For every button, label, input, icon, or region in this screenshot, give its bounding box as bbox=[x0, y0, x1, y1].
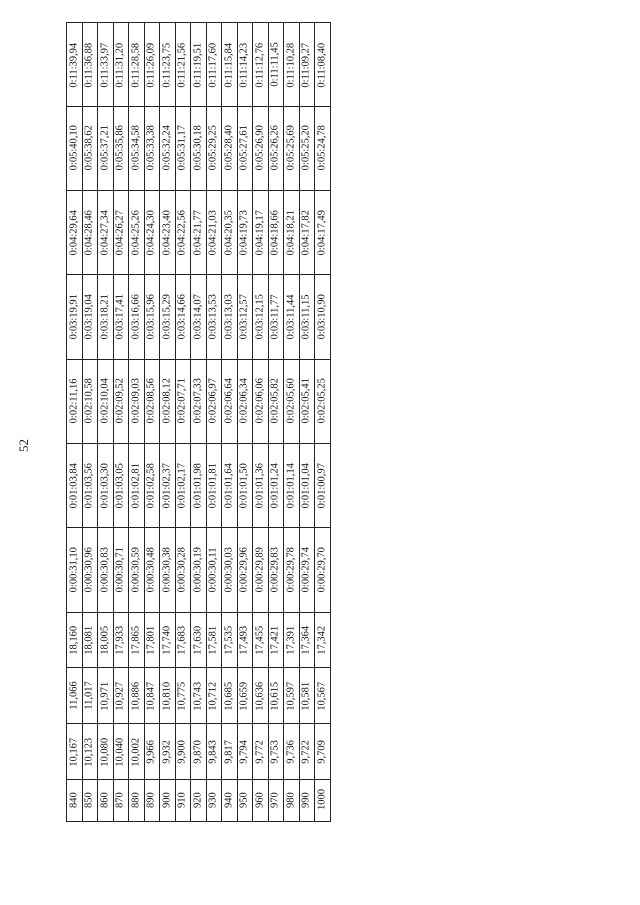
table-cell: 0:02:10,58 bbox=[82, 359, 98, 443]
table-cell: 9,753 bbox=[268, 724, 284, 780]
table-cell: 0:04:28,46 bbox=[82, 191, 98, 275]
table-cell: 0:03:14,66 bbox=[175, 275, 191, 359]
table-cell: 940 bbox=[222, 779, 238, 821]
table-cell: 18,081 bbox=[82, 612, 98, 668]
table-cell: 10,080 bbox=[98, 724, 114, 780]
table-cell: 0:03:11,77 bbox=[268, 275, 284, 359]
table-cell: 0:03:10,90 bbox=[315, 275, 331, 359]
table-cell: 0:00:30,83 bbox=[98, 528, 114, 612]
table-cell: 890 bbox=[144, 779, 160, 821]
table-cell: 0:02:06,97 bbox=[206, 359, 222, 443]
table-cell: 0:00:30,03 bbox=[222, 528, 238, 612]
table-cell: 0:03:18,21 bbox=[98, 275, 114, 359]
table-cell: 0:03:13,53 bbox=[206, 275, 222, 359]
table-cell: 17,581 bbox=[206, 612, 222, 668]
table-cell: 0:02:07,71 bbox=[175, 359, 191, 443]
table-cell: 0:11:21,56 bbox=[175, 23, 191, 107]
table-cell: 0:04:18,66 bbox=[268, 191, 284, 275]
table-cell: 0:02:05,60 bbox=[284, 359, 300, 443]
table-row bbox=[67, 444, 331, 528]
table-cell: 0:00:30,28 bbox=[175, 528, 191, 612]
table-cell: 10,712 bbox=[206, 668, 222, 724]
table-row bbox=[67, 668, 331, 724]
table-cell: 0:11:12,76 bbox=[253, 23, 269, 107]
table-cell: 0:02:09,52 bbox=[113, 359, 129, 443]
table-cell: 0:02:07,33 bbox=[191, 359, 207, 443]
table-cell: 0:11:33,97 bbox=[98, 23, 114, 107]
table-cell: 0:01:03,84 bbox=[67, 444, 83, 528]
table-cell: 0:01:00,97 bbox=[315, 444, 331, 528]
table-cell: 0:00:30,19 bbox=[191, 528, 207, 612]
table-cell: 10,743 bbox=[191, 668, 207, 724]
table-cell: 970 bbox=[268, 779, 284, 821]
table-cell: 0:05:25,20 bbox=[299, 106, 315, 190]
table-cell: 920 bbox=[191, 779, 207, 821]
table-cell: 9,794 bbox=[237, 724, 253, 780]
table-cell: 10,002 bbox=[129, 724, 145, 780]
table-cell: 9,870 bbox=[191, 724, 207, 780]
table-cell: 0:01:01,24 bbox=[268, 444, 284, 528]
table-cell: 18,005 bbox=[98, 612, 114, 668]
table-cell: 0:02:06,06 bbox=[253, 359, 269, 443]
page-number: 52 bbox=[16, 439, 31, 452]
table-cell: 10,123 bbox=[82, 724, 98, 780]
table-cell: 0:00:30,96 bbox=[82, 528, 98, 612]
table-cell: 0:11:28,58 bbox=[129, 23, 145, 107]
table-cell: 0:00:30,59 bbox=[129, 528, 145, 612]
table-cell: 0:01:01,50 bbox=[237, 444, 253, 528]
table-cell: 910 bbox=[175, 779, 191, 821]
table-cell: 9,772 bbox=[253, 724, 269, 780]
table-cell: 0:05:26,26 bbox=[268, 106, 284, 190]
table-cell: 0:03:14,07 bbox=[191, 275, 207, 359]
table-cell: 17,391 bbox=[284, 612, 300, 668]
table-cell: 0:00:30,38 bbox=[160, 528, 176, 612]
table-cell: 0:05:37,21 bbox=[98, 106, 114, 190]
table-cell: 0:01:02,37 bbox=[160, 444, 176, 528]
table-cell: 860 bbox=[98, 779, 114, 821]
table-cell: 0:01:01,64 bbox=[222, 444, 238, 528]
table-row bbox=[67, 359, 331, 443]
table-cell: 0:05:33,38 bbox=[144, 106, 160, 190]
table-row bbox=[67, 275, 331, 359]
table-cell: 0:04:23,40 bbox=[160, 191, 176, 275]
table-cell: 0:11:17,60 bbox=[206, 23, 222, 107]
table-cell: 0:04:17,49 bbox=[315, 191, 331, 275]
table-cell: 0:11:23,75 bbox=[160, 23, 176, 107]
table-row bbox=[67, 779, 331, 821]
table-cell: 0:04:29,64 bbox=[67, 191, 83, 275]
table-cell: 0:04:19,73 bbox=[237, 191, 253, 275]
table-cell: 0:00:29,96 bbox=[237, 528, 253, 612]
table-cell: 17,535 bbox=[222, 612, 238, 668]
table-cell: 11,017 bbox=[82, 668, 98, 724]
table-cell: 0:00:29,78 bbox=[284, 528, 300, 612]
table-cell: 870 bbox=[113, 779, 129, 821]
table-cell: 10,685 bbox=[222, 668, 238, 724]
table-cell: 980 bbox=[284, 779, 300, 821]
table-cell: 0:01:03,56 bbox=[82, 444, 98, 528]
table-cell: 0:05:26,90 bbox=[253, 106, 269, 190]
table-cell: 17,342 bbox=[315, 612, 331, 668]
table-cell: 0:04:24,30 bbox=[144, 191, 160, 275]
table-cell: 9,709 bbox=[315, 724, 331, 780]
table-cell: 0:02:05,41 bbox=[299, 359, 315, 443]
table-cell: 0:04:25,26 bbox=[129, 191, 145, 275]
table-cell: 0:11:15,84 bbox=[222, 23, 238, 107]
table-cell: 930 bbox=[206, 779, 222, 821]
table-cell: 0:05:30,18 bbox=[191, 106, 207, 190]
table-cell: 9,900 bbox=[175, 724, 191, 780]
table-cell: 0:11:11,45 bbox=[268, 23, 284, 107]
table-cell: 0:02:08,12 bbox=[160, 359, 176, 443]
table-cell: 0:01:01,81 bbox=[206, 444, 222, 528]
table-cell: 9,817 bbox=[222, 724, 238, 780]
table-cell: 0:05:31,17 bbox=[175, 106, 191, 190]
table-cell: 0:00:29,70 bbox=[315, 528, 331, 612]
table-cell: 0:01:01,36 bbox=[253, 444, 269, 528]
table-cell: 0:03:12,57 bbox=[237, 275, 253, 359]
table-cell: 9,722 bbox=[299, 724, 315, 780]
table-cell: 0:05:35,86 bbox=[113, 106, 129, 190]
table-cell: 17,801 bbox=[144, 612, 160, 668]
table-cell: 10,615 bbox=[268, 668, 284, 724]
table-row bbox=[67, 106, 331, 190]
table-cell: 0:00:29,89 bbox=[253, 528, 269, 612]
table-cell: 0:03:13,03 bbox=[222, 275, 238, 359]
table-cell: 0:02:05,82 bbox=[268, 359, 284, 443]
table-cell: 0:00:30,71 bbox=[113, 528, 129, 612]
table-cell: 0:01:02,58 bbox=[144, 444, 160, 528]
table-cell: 10,167 bbox=[67, 724, 83, 780]
table-cell: 0:02:08,56 bbox=[144, 359, 160, 443]
table-cell: 850 bbox=[82, 779, 98, 821]
table-cell: 0:04:26,27 bbox=[113, 191, 129, 275]
table-cell: 880 bbox=[129, 779, 145, 821]
table-cell: 0:01:01,98 bbox=[191, 444, 207, 528]
table-cell: 9,932 bbox=[160, 724, 176, 780]
table-cell: 10,659 bbox=[237, 668, 253, 724]
table-cell: 11,066 bbox=[67, 668, 83, 724]
table-cell: 0:04:19,17 bbox=[253, 191, 269, 275]
table-cell: 0:03:12,15 bbox=[253, 275, 269, 359]
table-cell: 0:03:17,41 bbox=[113, 275, 129, 359]
table-cell: 0:04:27,34 bbox=[98, 191, 114, 275]
table-cell: 0:04:22,56 bbox=[175, 191, 191, 275]
table-cell: 10,567 bbox=[315, 668, 331, 724]
table-cell: 10,971 bbox=[98, 668, 114, 724]
table-cell: 0:03:19,04 bbox=[82, 275, 98, 359]
table-cell: 0:01:02,17 bbox=[175, 444, 191, 528]
table-cell: 0:00:30,11 bbox=[206, 528, 222, 612]
table-cell: 0:05:40,10 bbox=[67, 106, 83, 190]
table-cell: 0:11:31,20 bbox=[113, 23, 129, 107]
table-cell: 0:05:38,62 bbox=[82, 106, 98, 190]
table-cell: 0:02:10,04 bbox=[98, 359, 114, 443]
table-cell: 0:05:29,25 bbox=[206, 106, 222, 190]
table-cell: 17,493 bbox=[237, 612, 253, 668]
table-cell: 0:02:06,34 bbox=[237, 359, 253, 443]
table-cell: 0:04:20,35 bbox=[222, 191, 238, 275]
table-cell: 17,740 bbox=[160, 612, 176, 668]
data-table-container bbox=[66, 22, 331, 822]
table-cell: 0:04:17,82 bbox=[299, 191, 315, 275]
table-cell: 0:01:03,05 bbox=[113, 444, 129, 528]
table-cell: 10,775 bbox=[175, 668, 191, 724]
table-cell: 0:00:30,48 bbox=[144, 528, 160, 612]
table-cell: 9,966 bbox=[144, 724, 160, 780]
table-cell: 900 bbox=[160, 779, 176, 821]
table-cell: 17,455 bbox=[253, 612, 269, 668]
table-cell: 0:05:34,58 bbox=[129, 106, 145, 190]
table-row bbox=[67, 191, 331, 275]
table-cell: 0:03:15,96 bbox=[144, 275, 160, 359]
table-cell: 17,421 bbox=[268, 612, 284, 668]
table-cell: 10,886 bbox=[129, 668, 145, 724]
table-row bbox=[67, 23, 331, 107]
table-cell: 0:05:32,24 bbox=[160, 106, 176, 190]
table-cell: 0:01:01,04 bbox=[299, 444, 315, 528]
table-cell: 0:01:03,30 bbox=[98, 444, 114, 528]
table-cell: 0:11:08,40 bbox=[315, 23, 331, 107]
table-cell: 950 bbox=[237, 779, 253, 821]
table-cell: 17,865 bbox=[129, 612, 145, 668]
table-cell: 10,581 bbox=[299, 668, 315, 724]
table-cell: 10,847 bbox=[144, 668, 160, 724]
table-cell: 10,810 bbox=[160, 668, 176, 724]
table-cell: 0:02:06,64 bbox=[222, 359, 238, 443]
table-cell: 17,630 bbox=[191, 612, 207, 668]
table-cell: 10,636 bbox=[253, 668, 269, 724]
table-cell: 0:11:39,94 bbox=[67, 23, 83, 107]
table-cell: 18,160 bbox=[67, 612, 83, 668]
table-cell: 0:02:05,25 bbox=[315, 359, 331, 443]
table-cell: 17,364 bbox=[299, 612, 315, 668]
table-row bbox=[67, 612, 331, 668]
data-table bbox=[66, 22, 331, 822]
table-cell: 9,736 bbox=[284, 724, 300, 780]
table-row bbox=[67, 528, 331, 612]
table-cell: 0:11:26,09 bbox=[144, 23, 160, 107]
table-cell: 10,597 bbox=[284, 668, 300, 724]
table-cell: 17,683 bbox=[175, 612, 191, 668]
table-cell: 0:01:02,81 bbox=[129, 444, 145, 528]
table-cell: 0:02:09,03 bbox=[129, 359, 145, 443]
table-cell: 0:11:10,28 bbox=[284, 23, 300, 107]
table-cell: 840 bbox=[67, 779, 83, 821]
table-cell: 0:05:24,78 bbox=[315, 106, 331, 190]
table-cell: 0:03:11,15 bbox=[299, 275, 315, 359]
table-cell: 0:03:19,91 bbox=[67, 275, 83, 359]
table-cell: 0:11:19,51 bbox=[191, 23, 207, 107]
table-cell: 1000 bbox=[315, 779, 331, 821]
table-cell: 17,933 bbox=[113, 612, 129, 668]
table-cell: 0:04:21,03 bbox=[206, 191, 222, 275]
table-cell: 0:04:21,77 bbox=[191, 191, 207, 275]
table-body bbox=[67, 23, 331, 822]
table-cell: 0:11:14,23 bbox=[237, 23, 253, 107]
table-cell: 0:00:29,74 bbox=[299, 528, 315, 612]
table-row bbox=[67, 724, 331, 780]
table-cell: 10,927 bbox=[113, 668, 129, 724]
table-cell: 0:01:01,14 bbox=[284, 444, 300, 528]
table-cell: 960 bbox=[253, 779, 269, 821]
table-cell: 10,040 bbox=[113, 724, 129, 780]
table-cell: 0:04:18,21 bbox=[284, 191, 300, 275]
table-cell: 0:05:28,40 bbox=[222, 106, 238, 190]
table-cell: 0:03:15,29 bbox=[160, 275, 176, 359]
table-cell: 0:00:29,83 bbox=[268, 528, 284, 612]
table-cell: 0:05:25,69 bbox=[284, 106, 300, 190]
table-cell: 990 bbox=[299, 779, 315, 821]
table-cell: 0:02:11,16 bbox=[67, 359, 83, 443]
table-cell: 0:00:31,10 bbox=[67, 528, 83, 612]
table-cell: 0:03:16,66 bbox=[129, 275, 145, 359]
table-cell: 0:11:09,27 bbox=[299, 23, 315, 107]
table-cell: 0:03:11,44 bbox=[284, 275, 300, 359]
table-cell: 0:05:27,61 bbox=[237, 106, 253, 190]
table-cell: 0:11:36,88 bbox=[82, 23, 98, 107]
table-cell: 9,843 bbox=[206, 724, 222, 780]
